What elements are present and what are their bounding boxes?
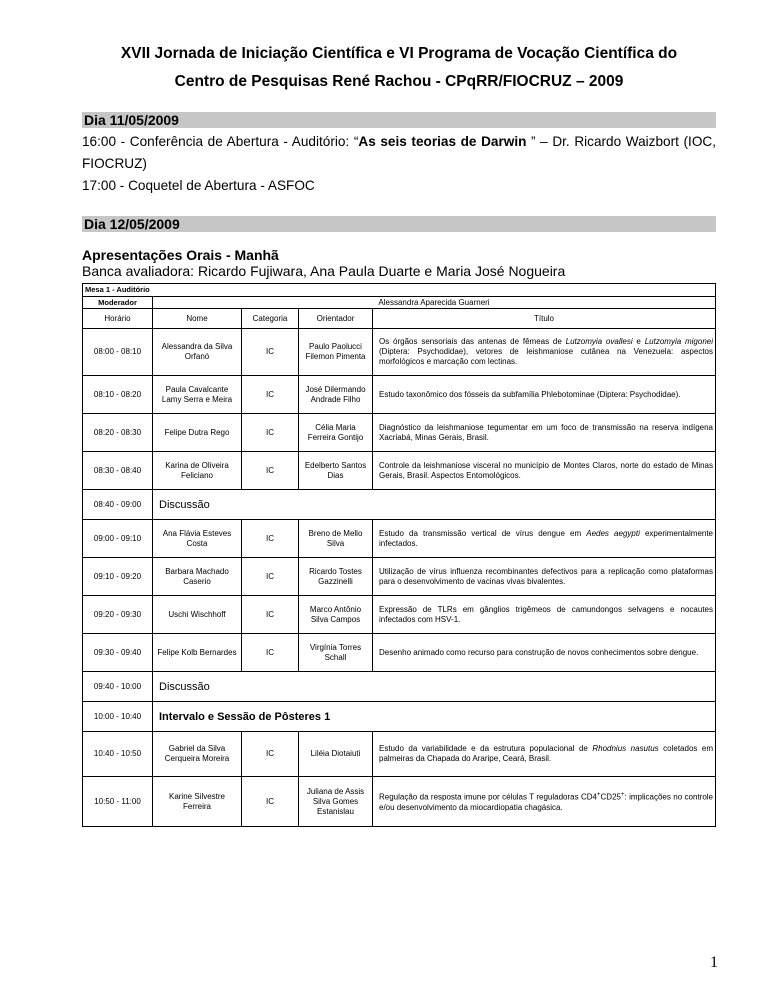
time-cell: 09:30 - 09:40 <box>83 634 153 672</box>
title-cell: Expressão de TLRs em gânglios trigêmeos de camundongos selvagens e nocautes infectados com HSV-1. <box>373 596 716 634</box>
moderator-name: Alessandra Aparecida Guarneri <box>153 297 716 309</box>
time-cell: 08:40 - 09:00 <box>83 490 153 520</box>
table-header-row <box>83 309 716 329</box>
title-cell: Os órgãos sensoriais das antenas de fêmeas de Lutzomyia ovallesi e Lutzomyia migonei (Diptera: Psychodidae), vetores de leishmaniose cutânea na Venezuela: aspectos morfológicos e marcação com lectinas. <box>373 329 716 376</box>
table-row <box>83 702 716 732</box>
title-cell: Estudo da transmissão vertical de vírus dengue em Aedes aegypti experimentalmente infectados. <box>373 520 716 558</box>
category-cell: IC <box>242 452 299 490</box>
discussion-cell: Discussão <box>153 490 716 520</box>
title-cell: Diagnóstico da leishmaniose tegumentar em um foco de transmissão na reserva indígena Xacriabá, Minas Gerais, Brasil. <box>373 414 716 452</box>
moderator-label: Moderador <box>83 297 153 309</box>
time-cell: 09:20 - 09:30 <box>83 596 153 634</box>
category-cell: IC <box>242 634 299 672</box>
advisor-cell: Célia Maria Ferreira Gontijo <box>299 414 373 452</box>
name-cell: Barbara Machado Caserio <box>153 558 242 596</box>
category-cell: IC <box>242 414 299 452</box>
advisor-cell: Paulo Paolucci Filemon Pimenta <box>299 329 373 376</box>
name-cell: Uschi Wischhoff <box>153 596 242 634</box>
time-cell: 09:40 - 10:00 <box>83 672 153 702</box>
header-cell: Horário <box>83 309 153 329</box>
day-header-2: Dia 12/05/2009 <box>82 216 716 232</box>
table-row <box>83 558 716 596</box>
table-row <box>83 732 716 777</box>
name-cell: Felipe Dutra Rego <box>153 414 242 452</box>
advisor-cell: José Dilermando Andrade Filho <box>299 376 373 414</box>
header-cell: Orientador <box>299 309 373 329</box>
time-cell: 10:50 - 11:00 <box>83 777 153 827</box>
time-cell: 09:00 - 09:10 <box>83 520 153 558</box>
day-header-1: Dia 11/05/2009 <box>82 112 716 128</box>
advisor-cell: Virgínia Torres Schall <box>299 634 373 672</box>
title-cell: Regulação da resposta imune por células T reguladoras CD4+CD25+: implicações no controle e/ou desenvolvimento da miocardiopatia chagásica. <box>373 777 716 827</box>
header-line-1: XVII Jornada de Iniciação Científica e VI Programa de Vocação Científica do <box>120 45 678 62</box>
time-cell: 09:10 - 09:20 <box>83 558 153 596</box>
title-cell: Controle da leishmaniose visceral no município de Montes Claros, norte do estado de Minas Gerais, Brasil. Aspectos Entomológicos. <box>373 452 716 490</box>
table-row <box>83 520 716 558</box>
advisor-cell: Edelberto Santos Dias <box>299 452 373 490</box>
name-cell: Paula Cavalcante Lamy Serra e Meira <box>153 376 242 414</box>
header-cell: Categoria <box>242 309 299 329</box>
category-cell: IC <box>242 558 299 596</box>
panel-members: Banca avaliadora: Ricardo Fujiwara, Ana Paula Duarte e Maria José Nogueira <box>82 263 566 279</box>
advisor-cell: Marco Antônio Silva Campos <box>299 596 373 634</box>
section-title: Apresentações Orais - Manhã <box>82 247 279 263</box>
table-row <box>83 329 716 376</box>
table-row <box>83 596 716 634</box>
category-cell: IC <box>242 376 299 414</box>
name-cell: Karina de Oliveira Feliciano <box>153 452 242 490</box>
title-cell: Estudo taxonômico dos fósseis da subfamília Phlebotominae (Diptera: Psychodidae). <box>373 376 716 414</box>
opening-conference: 16:00 - Conferência de Abertura - Auditório: “As seis teorias de Darwin ” – Dr. Ricardo Waizbort (IOC, FIOCRUZ) <box>82 134 716 171</box>
header-cell: Título <box>373 309 716 329</box>
opening-cocktail: 17:00 - Coquetel de Abertura - ASFOC <box>82 178 315 193</box>
name-cell: Gabriel da Silva Cerqueira Moreira <box>153 732 242 777</box>
discussion-cell: Discussão <box>153 672 716 702</box>
title-cell: Utilização de vírus influenza recombinantes defectivos para a replicação como plataformas para o desenvolvimento de vacinas vivas bivalentes. <box>373 558 716 596</box>
category-cell: IC <box>242 596 299 634</box>
name-cell: Alessandra da Silva Orfanó <box>153 329 242 376</box>
header-line-2: Centro de Pesquisas René Rachou - CPqRR/FIOCRUZ – 2009 <box>174 73 624 90</box>
time-cell: 08:30 - 08:40 <box>83 452 153 490</box>
category-cell: IC <box>242 329 299 376</box>
time-cell: 08:00 - 08:10 <box>83 329 153 376</box>
advisor-cell: Liléia Diotaiuti <box>299 732 373 777</box>
schedule-table <box>82 283 716 827</box>
time-cell: 08:20 - 08:30 <box>83 414 153 452</box>
title-cell: Desenho animado como recurso para construção de novos conhecimentos sobre dengue. <box>373 634 716 672</box>
category-cell: IC <box>242 732 299 777</box>
table-row <box>83 777 716 827</box>
header-cell: Nome <box>153 309 242 329</box>
title-cell: Estudo da variabilidade e da estrutura populacional de Rhodnius nasutus coletados em palmeiras da Chapada do Araripe, Ceará, Brasil. <box>373 732 716 777</box>
advisor-cell: Juliana de Assis Silva Gomes Estanislau <box>299 777 373 827</box>
table-row <box>83 376 716 414</box>
table-row <box>83 490 716 520</box>
break-cell: Intervalo e Sessão de Pôsteres 1 <box>153 702 716 732</box>
time-cell: 10:40 - 10:50 <box>83 732 153 777</box>
table-row <box>83 414 716 452</box>
category-cell: IC <box>242 777 299 827</box>
table-row <box>83 672 716 702</box>
advisor-cell: Breno de Mello Silva <box>299 520 373 558</box>
name-cell: Felipe Kolb Bernardes <box>153 634 242 672</box>
time-cell: 10:00 - 10:40 <box>83 702 153 732</box>
mesa-name: Mesa 1 - Auditório <box>83 284 716 297</box>
table-row <box>83 452 716 490</box>
time-cell: 08:10 - 08:20 <box>83 376 153 414</box>
advisor-cell: Ricardo Tostes Gazzinelli <box>299 558 373 596</box>
name-cell: Ana Flávia Esteves Costa <box>153 520 242 558</box>
page-number: 1 <box>710 954 718 971</box>
table-row <box>83 634 716 672</box>
category-cell: IC <box>242 520 299 558</box>
name-cell: Karine Silvestre Ferreira <box>153 777 242 827</box>
